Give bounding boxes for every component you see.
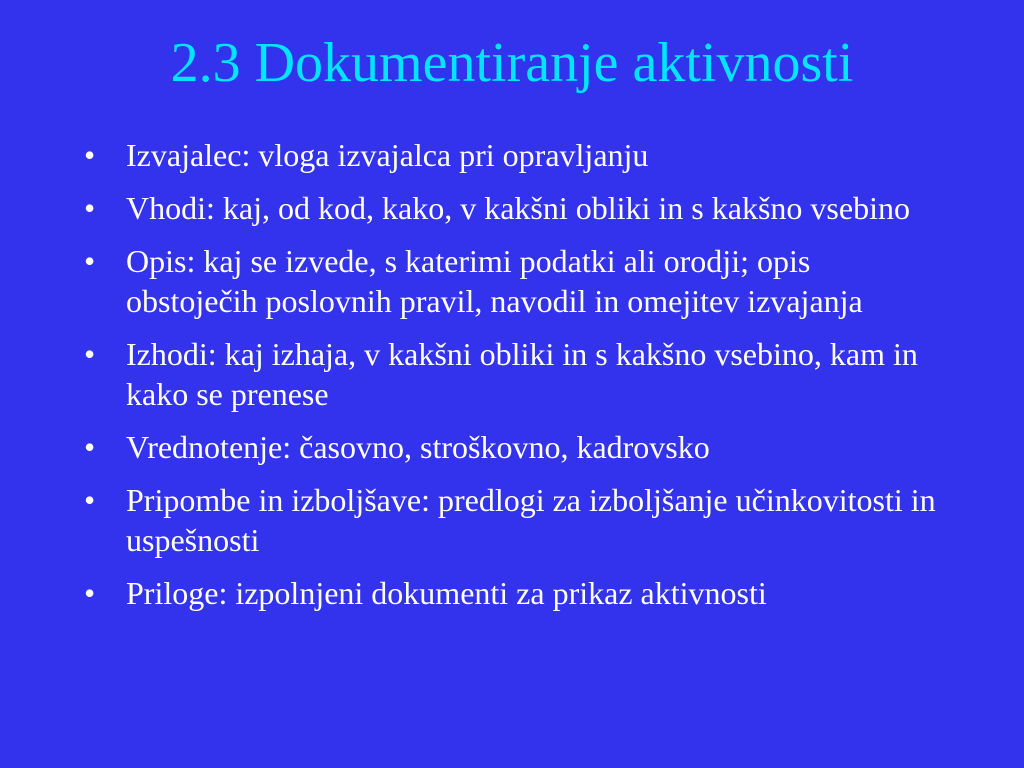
bullet-item-opis	[80, 241, 940, 321]
bullet-icon: •	[84, 243, 96, 279]
bullet-item-izvajalec	[80, 135, 940, 175]
bullet-item-vrednotenje	[80, 427, 940, 467]
bullet-text: Izvajalec: vloga izvajalca pri opravljanju	[126, 137, 649, 173]
bullet-icon: •	[84, 336, 96, 372]
bullet-list	[80, 135, 940, 626]
bullet-item-vhodi	[80, 188, 940, 228]
bullet-text: Vrednotenje: časovno, stroškovno, kadrovsko	[126, 429, 710, 465]
bullet-text: Priloge: izpolnjeni dokumenti za prikaz aktivnosti	[126, 575, 767, 611]
bullet-item-pripombe	[80, 480, 940, 560]
bullet-icon: •	[84, 429, 96, 465]
bullet-text: Izhodi: kaj izhaja, v kakšni obliki in s kakšno vsebino, kam in kako se prenese	[126, 336, 918, 412]
bullet-icon: •	[84, 190, 96, 226]
bullet-item-izhodi	[80, 334, 940, 414]
slide-title: 2.3 Dokumentiranje aktivnosti	[170, 32, 854, 94]
bullet-text: Pripombe in izboljšave: predlogi za izboljšanje učinkovitosti in uspešnosti	[126, 482, 936, 558]
bullet-text: Vhodi: kaj, od kod, kako, v kakšni obliki in s kakšno vsebino	[126, 190, 910, 226]
bullet-icon: •	[84, 137, 96, 173]
bullet-item-priloge	[80, 573, 940, 613]
bullet-icon: •	[84, 482, 96, 518]
bullet-icon: •	[84, 575, 96, 611]
bullet-text: Opis: kaj se izvede, s katerimi podatki ali orodji; opis obstoječih poslovnih pravil, navodil in omejitev izvajanja	[126, 243, 863, 319]
